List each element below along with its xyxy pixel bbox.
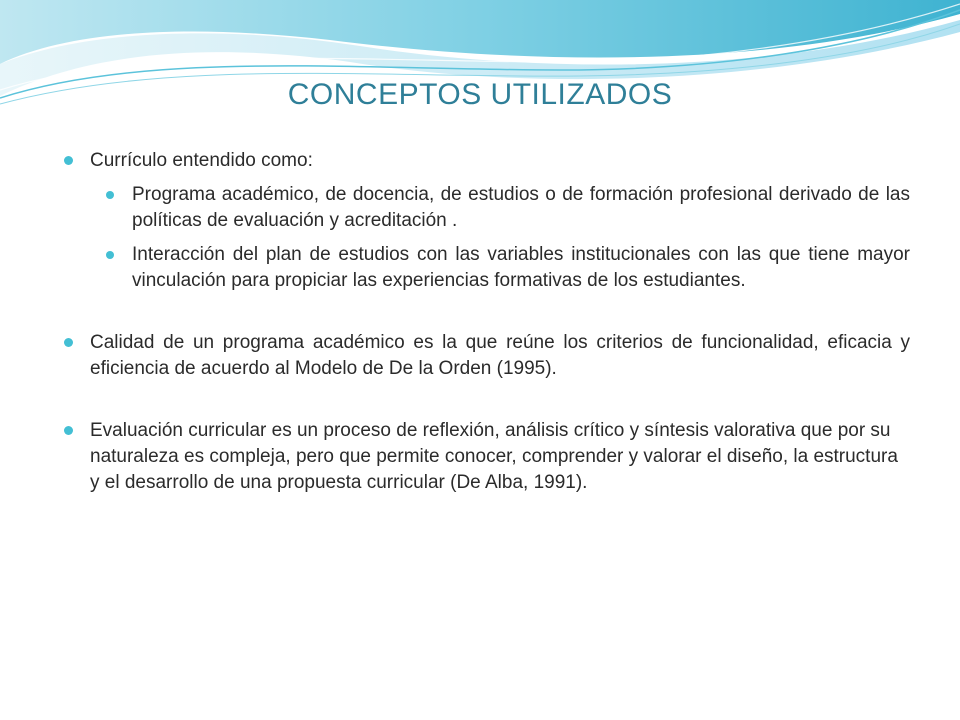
bullet-list [62, 148, 910, 496]
sub-bullet-list [90, 182, 910, 294]
sub-bullet-dot-icon [106, 191, 114, 199]
sub-bullet-text: Programa académico, de docencia, de estudios o de formación profesional derivado de las políticas de evaluación y acreditación . [132, 184, 910, 231]
bullet-dot-icon [64, 156, 73, 165]
bullet-dot-icon [64, 338, 73, 347]
bullet-evaluacion [62, 418, 910, 496]
sub-bullet-interaccion [90, 242, 910, 294]
bullet-text: Calidad de un programa académico es la que reúne los criterios de funcionalidad, eficacia y eficiencia de acuerdo al Modelo de De la Orden (1995). [90, 332, 910, 379]
bullet-curriculo [62, 148, 910, 294]
slide-title: CONCEPTOS UTILIZADOS [287, 78, 673, 111]
bullet-calidad [62, 330, 910, 382]
sub-bullet-text: Interacción del plan de estudios con las variables institucionales con las que tiene mayor vinculación para propiciar las experiencias formativas de los estudiantes. [132, 244, 910, 291]
bullet-text: Currículo entendido como: [90, 150, 313, 171]
bullet-text: Evaluación curricular es un proceso de reflexión, análisis crítico y síntesis valorativa que por su naturaleza es compleja, pero que permite conocer, comprender y valorar el diseño, la estructura y el desarrollo de una propuesta curricular (De Alba, 1991). [90, 420, 898, 493]
sub-bullet-dot-icon [106, 251, 114, 259]
slide-content [62, 148, 910, 496]
sub-bullet-programa [90, 182, 910, 234]
bullet-dot-icon [64, 426, 73, 435]
